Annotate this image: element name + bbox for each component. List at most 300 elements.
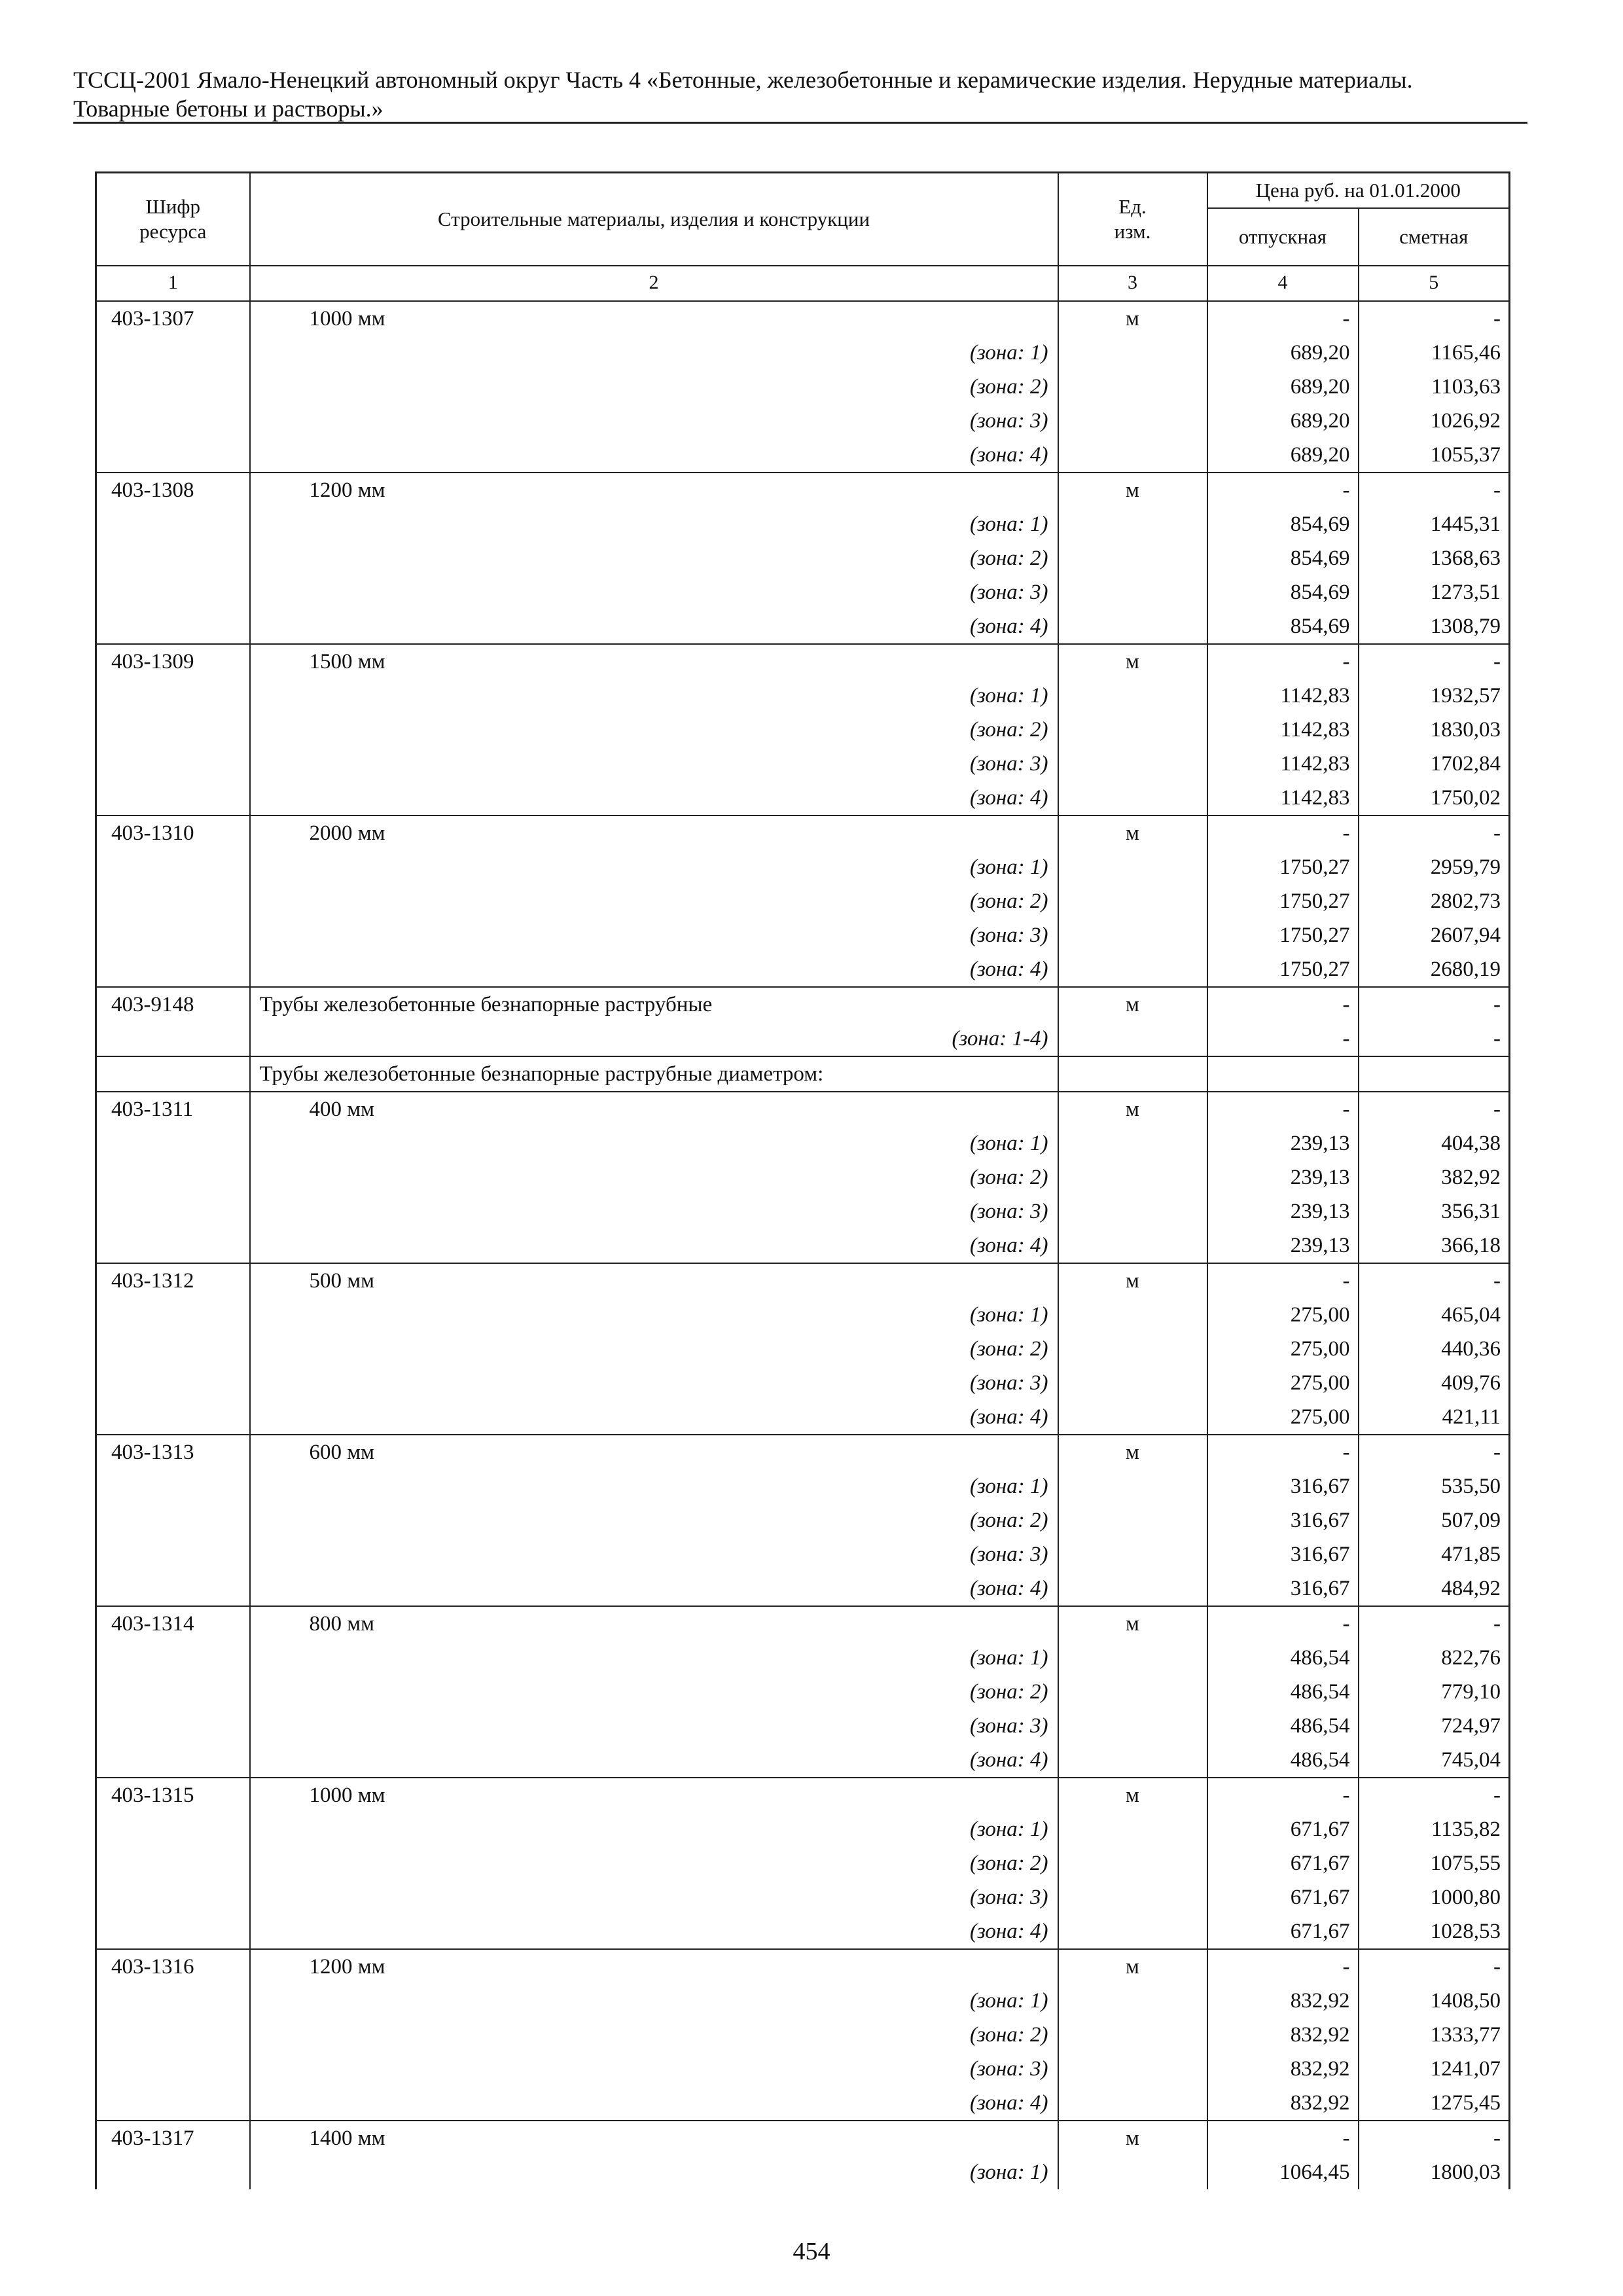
material-name-cell: Трубы железобетонные безнапорные раструбные: [250, 987, 1058, 1022]
resource-code-cell: [96, 1503, 250, 1537]
material-name-cell: (зона: 3): [250, 1194, 1058, 1229]
release-price-cell: 275,00: [1207, 1332, 1359, 1366]
material-name-cell: (зона: 2): [250, 713, 1058, 747]
table-row: [96, 1366, 1510, 1400]
resource-code-cell: [96, 781, 250, 816]
table-row: [96, 1400, 1510, 1435]
estimate-price-cell: 440,36: [1359, 1332, 1510, 1366]
table-row: [96, 1332, 1510, 1366]
estimate-price-cell: -: [1359, 1949, 1510, 1984]
table-row: [96, 1469, 1510, 1503]
material-name-cell: (зона: 2): [250, 2018, 1058, 2052]
unit-cell: м: [1058, 1606, 1207, 1641]
estimate-price-cell: 1055,37: [1359, 438, 1510, 473]
col-header-price: Цена руб. на 01.01.2000: [1207, 173, 1510, 208]
col-header-estimate: сметная: [1359, 208, 1510, 266]
material-name-cell: (зона: 4): [250, 1571, 1058, 1606]
table-row: [96, 816, 1510, 850]
unit-cell: [1058, 2052, 1207, 2086]
unit-cell: [1058, 1194, 1207, 1229]
unit-cell: [1058, 1743, 1207, 1778]
release-price-cell: 1142,83: [1207, 747, 1359, 781]
unit-cell: [1058, 1641, 1207, 1675]
release-price-cell: -: [1207, 1092, 1359, 1126]
unit-cell: [1058, 507, 1207, 541]
unit-cell: [1058, 1503, 1207, 1537]
table-row: [96, 679, 1510, 713]
material-name-cell: 800 мм: [250, 1606, 1058, 1641]
material-name-cell: (зона: 2): [250, 541, 1058, 575]
col-header-unit: Ед. изм.: [1058, 173, 1207, 266]
release-price-cell: 275,00: [1207, 1366, 1359, 1400]
estimate-price-cell: 409,76: [1359, 1366, 1510, 1400]
estimate-price-cell: [1359, 1056, 1510, 1092]
material-name-cell: (зона: 2): [250, 884, 1058, 918]
table-row: [96, 1298, 1510, 1332]
resource-code-cell: [96, 1675, 250, 1709]
table-row: [96, 1092, 1510, 1126]
material-name-cell: (зона: 4): [250, 1914, 1058, 1949]
material-name-cell: (зона: 1-4): [250, 1022, 1058, 1056]
unit-cell: м: [1058, 2121, 1207, 2155]
estimate-price-cell: 507,09: [1359, 1503, 1510, 1537]
table-row: [96, 438, 1510, 473]
resource-code-cell: [96, 541, 250, 575]
material-name-cell: (зона: 1): [250, 1469, 1058, 1503]
estimate-price-cell: 1135,82: [1359, 1812, 1510, 1846]
estimate-price-cell: 1308,79: [1359, 609, 1510, 644]
unit-cell: [1058, 438, 1207, 473]
resource-code-cell: [96, 1812, 250, 1846]
release-price-cell: -: [1207, 2121, 1359, 2155]
release-price-cell: 832,92: [1207, 2018, 1359, 2052]
table-row: [96, 1606, 1510, 1641]
resource-code-cell: 403-1312: [96, 1263, 250, 1298]
resource-code-cell: 403-1314: [96, 1606, 250, 1641]
table-row: [96, 336, 1510, 370]
estimate-price-cell: 1028,53: [1359, 1914, 1510, 1949]
release-price-cell: -: [1207, 1949, 1359, 1984]
estimate-price-cell: 1408,50: [1359, 1984, 1510, 2018]
estimate-price-cell: -: [1359, 1263, 1510, 1298]
resource-code-cell: 403-1311: [96, 1092, 250, 1126]
unit-cell: [1058, 609, 1207, 644]
estimate-price-cell: 471,85: [1359, 1537, 1510, 1571]
release-price-cell: 832,92: [1207, 2086, 1359, 2121]
unit-cell: [1058, 679, 1207, 713]
table-row: [96, 1056, 1510, 1092]
table-row: [96, 1435, 1510, 1469]
table-row: [96, 2086, 1510, 2121]
release-price-cell: -: [1207, 644, 1359, 679]
release-price-cell: -: [1207, 301, 1359, 336]
table-row: [96, 575, 1510, 609]
unit-cell: [1058, 952, 1207, 987]
table-row: [96, 713, 1510, 747]
material-name-cell: 1500 мм: [250, 644, 1058, 679]
material-name-cell: (зона: 3): [250, 1537, 1058, 1571]
estimate-price-cell: -: [1359, 816, 1510, 850]
estimate-price-cell: 745,04: [1359, 1743, 1510, 1778]
resource-code-cell: [96, 1194, 250, 1229]
col-number: 2: [250, 266, 1058, 301]
resource-code-cell: [96, 1846, 250, 1880]
estimate-price-cell: 2607,94: [1359, 918, 1510, 952]
release-price-cell: 671,67: [1207, 1880, 1359, 1914]
col-header-release: отпускная: [1207, 208, 1359, 266]
release-price-cell: 689,20: [1207, 370, 1359, 404]
table-row: [96, 1160, 1510, 1194]
resource-code-cell: [96, 952, 250, 987]
material-name-cell: (зона: 3): [250, 1366, 1058, 1400]
unit-cell: [1058, 2155, 1207, 2189]
unit-cell: [1058, 884, 1207, 918]
unit-cell: м: [1058, 816, 1207, 850]
resource-code-cell: [96, 336, 250, 370]
col-number: 3: [1058, 266, 1207, 301]
release-price-cell: -: [1207, 1435, 1359, 1469]
material-name-cell: (зона: 3): [250, 1880, 1058, 1914]
resource-code-cell: [96, 370, 250, 404]
material-name-cell: (зона: 4): [250, 781, 1058, 816]
table-row: [96, 1675, 1510, 1709]
resource-code-cell: [96, 1571, 250, 1606]
estimate-price-cell: 1830,03: [1359, 713, 1510, 747]
material-name-cell: (зона: 2): [250, 1160, 1058, 1194]
estimate-price-cell: -: [1359, 644, 1510, 679]
release-price-cell: -: [1207, 1778, 1359, 1812]
table-row: [96, 541, 1510, 575]
estimate-price-cell: -: [1359, 1606, 1510, 1641]
unit-cell: [1058, 713, 1207, 747]
material-name-cell: 1200 мм: [250, 473, 1058, 507]
estimate-price-cell: 2802,73: [1359, 884, 1510, 918]
unit-cell: [1058, 404, 1207, 438]
table-row: [96, 2018, 1510, 2052]
table-row: [96, 2052, 1510, 2086]
estimate-price-cell: 1932,57: [1359, 679, 1510, 713]
estimate-price-cell: 1026,92: [1359, 404, 1510, 438]
release-price-cell: 832,92: [1207, 2052, 1359, 2086]
table-row: [96, 1022, 1510, 1056]
estimate-price-cell: 1750,02: [1359, 781, 1510, 816]
release-price-cell: 275,00: [1207, 1298, 1359, 1332]
unit-cell: [1058, 1984, 1207, 2018]
estimate-price-cell: 1103,63: [1359, 370, 1510, 404]
estimate-price-cell: 1333,77: [1359, 2018, 1510, 2052]
resource-code-cell: [96, 1743, 250, 1778]
estimate-price-cell: 356,31: [1359, 1194, 1510, 1229]
release-price-cell: [1207, 1056, 1359, 1092]
release-price-cell: -: [1207, 473, 1359, 507]
unit-cell: м: [1058, 1778, 1207, 1812]
unit-cell: [1058, 1126, 1207, 1160]
resource-code-cell: [96, 1298, 250, 1332]
estimate-price-cell: 535,50: [1359, 1469, 1510, 1503]
release-price-cell: 671,67: [1207, 1846, 1359, 1880]
estimate-price-cell: 822,76: [1359, 1641, 1510, 1675]
resource-code-cell: [96, 1160, 250, 1194]
unit-cell: [1058, 336, 1207, 370]
material-name-cell: (зона: 2): [250, 370, 1058, 404]
release-price-cell: 316,67: [1207, 1571, 1359, 1606]
estimate-price-cell: 1000,80: [1359, 1880, 1510, 1914]
resource-code-cell: 403-1309: [96, 644, 250, 679]
unit-cell: [1058, 1366, 1207, 1400]
resource-code-cell: [96, 1984, 250, 2018]
unit-cell: [1058, 1332, 1207, 1366]
estimate-price-cell: 2680,19: [1359, 952, 1510, 987]
resource-code-cell: [96, 1332, 250, 1366]
release-price-cell: 239,13: [1207, 1194, 1359, 1229]
release-price-cell: 1750,27: [1207, 850, 1359, 884]
material-name-cell: (зона: 4): [250, 952, 1058, 987]
unit-cell: [1058, 1846, 1207, 1880]
col-number: 5: [1359, 266, 1510, 301]
estimate-price-cell: 779,10: [1359, 1675, 1510, 1709]
resource-code-cell: [96, 1914, 250, 1949]
resource-code-cell: [96, 2052, 250, 2086]
unit-cell: [1058, 781, 1207, 816]
unit-cell: [1058, 575, 1207, 609]
material-name-cell: 500 мм: [250, 1263, 1058, 1298]
material-name-cell: (зона: 3): [250, 2052, 1058, 2086]
release-price-cell: 316,67: [1207, 1469, 1359, 1503]
table-row: [96, 1778, 1510, 1812]
estimate-price-cell: -: [1359, 2121, 1510, 2155]
unit-cell: [1058, 918, 1207, 952]
release-price-cell: -: [1207, 987, 1359, 1022]
header-line-2: Товарные бетоны и растворы.»: [73, 96, 383, 122]
table-row: [96, 1846, 1510, 1880]
table-row: [96, 747, 1510, 781]
unit-cell: м: [1058, 1435, 1207, 1469]
resource-code-cell: [96, 918, 250, 952]
header-line-1: ТССЦ-2001 Ямало-Ненецкий автономный округ Часть 4 «Бетонные, железобетонные и керамические изделия. Нерудные материалы.: [73, 67, 1413, 93]
resource-code-cell: [96, 507, 250, 541]
table-row: [96, 1984, 1510, 2018]
release-price-cell: 486,54: [1207, 1709, 1359, 1743]
estimate-price-cell: 484,92: [1359, 1571, 1510, 1606]
table-row: [96, 884, 1510, 918]
table-row: [96, 987, 1510, 1022]
material-name-cell: (зона: 1): [250, 2155, 1058, 2189]
release-price-cell: 689,20: [1207, 404, 1359, 438]
estimate-price-cell: 1800,03: [1359, 2155, 1510, 2189]
table-row: [96, 952, 1510, 987]
table-row: [96, 644, 1510, 679]
resource-code-cell: [96, 1880, 250, 1914]
estimate-price-cell: -: [1359, 987, 1510, 1022]
resource-code-cell: 403-1308: [96, 473, 250, 507]
table-row: [96, 1743, 1510, 1778]
table-row: [96, 1126, 1510, 1160]
material-name-cell: (зона: 3): [250, 747, 1058, 781]
material-name-cell: (зона: 3): [250, 1709, 1058, 1743]
material-name-cell: (зона: 2): [250, 1675, 1058, 1709]
col-number: 1: [96, 266, 250, 301]
estimate-price-cell: 1165,46: [1359, 336, 1510, 370]
material-name-cell: (зона: 4): [250, 609, 1058, 644]
resource-code-cell: [96, 1641, 250, 1675]
unit-cell: [1058, 1400, 1207, 1435]
release-price-cell: 854,69: [1207, 507, 1359, 541]
resource-code-cell: [96, 2155, 250, 2189]
table-row: [96, 1709, 1510, 1743]
resource-code-cell: [96, 747, 250, 781]
unit-cell: [1058, 1022, 1207, 1056]
unit-cell: м: [1058, 644, 1207, 679]
release-price-cell: 1142,83: [1207, 781, 1359, 816]
unit-cell: [1058, 1914, 1207, 1949]
table-row: [96, 1880, 1510, 1914]
release-price-cell: 671,67: [1207, 1812, 1359, 1846]
unit-cell: [1058, 2018, 1207, 2052]
table-row: [96, 2121, 1510, 2155]
resource-code-cell: [96, 1022, 250, 1056]
release-price-cell: 1750,27: [1207, 952, 1359, 987]
material-name-cell: (зона: 1): [250, 507, 1058, 541]
unit-cell: [1058, 1571, 1207, 1606]
table-row: [96, 781, 1510, 816]
unit-cell: [1058, 2086, 1207, 2121]
table-row: [96, 1641, 1510, 1675]
release-price-cell: 1142,83: [1207, 679, 1359, 713]
resource-code-cell: [96, 575, 250, 609]
table-row: [96, 1537, 1510, 1571]
unit-cell: м: [1058, 301, 1207, 336]
release-price-cell: 239,13: [1207, 1126, 1359, 1160]
table-row: [96, 918, 1510, 952]
resource-code-cell: [96, 679, 250, 713]
resource-code-cell: [96, 1366, 250, 1400]
estimate-price-cell: 1075,55: [1359, 1846, 1510, 1880]
material-name-cell: 1400 мм: [250, 2121, 1058, 2155]
unit-cell: [1058, 747, 1207, 781]
unit-cell: [1058, 1709, 1207, 1743]
unit-cell: м: [1058, 1263, 1207, 1298]
page-number: 454: [793, 2238, 830, 2265]
estimate-price-cell: 366,18: [1359, 1229, 1510, 1263]
resource-code-cell: [96, 850, 250, 884]
table-row: [96, 1949, 1510, 1984]
estimate-price-cell: -: [1359, 301, 1510, 336]
resource-code-cell: [96, 1709, 250, 1743]
table-body: [96, 301, 1510, 2189]
resource-code-cell: 403-9148: [96, 987, 250, 1022]
release-price-cell: -: [1207, 1022, 1359, 1056]
unit-cell: м: [1058, 473, 1207, 507]
resource-code-cell: 403-1310: [96, 816, 250, 850]
material-name-cell: (зона: 4): [250, 438, 1058, 473]
resource-code-cell: [96, 1537, 250, 1571]
unit-cell: [1058, 370, 1207, 404]
estimate-price-cell: 1273,51: [1359, 575, 1510, 609]
release-price-cell: 854,69: [1207, 609, 1359, 644]
material-name-cell: (зона: 1): [250, 1812, 1058, 1846]
material-name-cell: (зона: 1): [250, 1984, 1058, 2018]
estimate-price-cell: 382,92: [1359, 1160, 1510, 1194]
resource-code-cell: 403-1307: [96, 301, 250, 336]
resource-code-cell: [96, 1126, 250, 1160]
table-row: [96, 850, 1510, 884]
estimate-price-cell: -: [1359, 1022, 1510, 1056]
release-price-cell: 832,92: [1207, 1984, 1359, 2018]
material-name-cell: (зона: 3): [250, 575, 1058, 609]
document-header: [73, 65, 1526, 123]
resource-code-cell: [96, 438, 250, 473]
col-header-name: Строительные материалы, изделия и конструкции: [250, 173, 1058, 266]
estimate-price-cell: 1368,63: [1359, 541, 1510, 575]
unit-cell: [1058, 1298, 1207, 1332]
estimate-price-cell: -: [1359, 1778, 1510, 1812]
release-price-cell: -: [1207, 1606, 1359, 1641]
resource-code-cell: [96, 1229, 250, 1263]
estimate-price-cell: 724,97: [1359, 1709, 1510, 1743]
material-name-cell: Трубы железобетонные безнапорные раструбные диаметром:: [250, 1056, 1058, 1092]
material-name-cell: 1200 мм: [250, 1949, 1058, 1984]
release-price-cell: 316,67: [1207, 1537, 1359, 1571]
estimate-price-cell: 421,11: [1359, 1400, 1510, 1435]
table-row: [96, 1503, 1510, 1537]
resource-code-cell: [96, 1469, 250, 1503]
material-name-cell: (зона: 2): [250, 1846, 1058, 1880]
material-name-cell: (зона: 1): [250, 850, 1058, 884]
estimate-price-cell: 404,38: [1359, 1126, 1510, 1160]
resource-code-cell: 403-1315: [96, 1778, 250, 1812]
table-row: [96, 1263, 1510, 1298]
resource-code-cell: [96, 1056, 250, 1092]
material-name-cell: 1000 мм: [250, 301, 1058, 336]
table-row: [96, 609, 1510, 644]
release-price-cell: 854,69: [1207, 541, 1359, 575]
release-price-cell: 671,67: [1207, 1914, 1359, 1949]
unit-cell: [1058, 1537, 1207, 1571]
release-price-cell: -: [1207, 1263, 1359, 1298]
unit-cell: [1058, 1880, 1207, 1914]
release-price-cell: 689,20: [1207, 438, 1359, 473]
col-number: 4: [1207, 266, 1359, 301]
release-price-cell: 486,54: [1207, 1743, 1359, 1778]
release-price-cell: 1142,83: [1207, 713, 1359, 747]
table-row: [96, 1812, 1510, 1846]
unit-cell: [1058, 1229, 1207, 1263]
table-row: [96, 1914, 1510, 1949]
estimate-price-cell: 1241,07: [1359, 2052, 1510, 2086]
estimate-price-cell: -: [1359, 473, 1510, 507]
unit-cell: [1058, 541, 1207, 575]
material-name-cell: (зона: 3): [250, 918, 1058, 952]
release-price-cell: 316,67: [1207, 1503, 1359, 1537]
price-table: [95, 171, 1510, 2189]
material-name-cell: (зона: 1): [250, 1126, 1058, 1160]
release-price-cell: 689,20: [1207, 336, 1359, 370]
resource-code-cell: [96, 713, 250, 747]
release-price-cell: 1750,27: [1207, 918, 1359, 952]
release-price-cell: 239,13: [1207, 1229, 1359, 1263]
material-name-cell: (зона: 2): [250, 1503, 1058, 1537]
header-divider: [73, 122, 1527, 124]
col-header-code: Шифр ресурса: [96, 173, 250, 266]
resource-code-cell: [96, 884, 250, 918]
unit-cell: [1058, 1812, 1207, 1846]
estimate-price-cell: -: [1359, 1092, 1510, 1126]
resource-code-cell: [96, 609, 250, 644]
resource-code-cell: [96, 2086, 250, 2121]
unit-cell: [1058, 1056, 1207, 1092]
unit-cell: [1058, 850, 1207, 884]
resource-code-cell: 403-1313: [96, 1435, 250, 1469]
